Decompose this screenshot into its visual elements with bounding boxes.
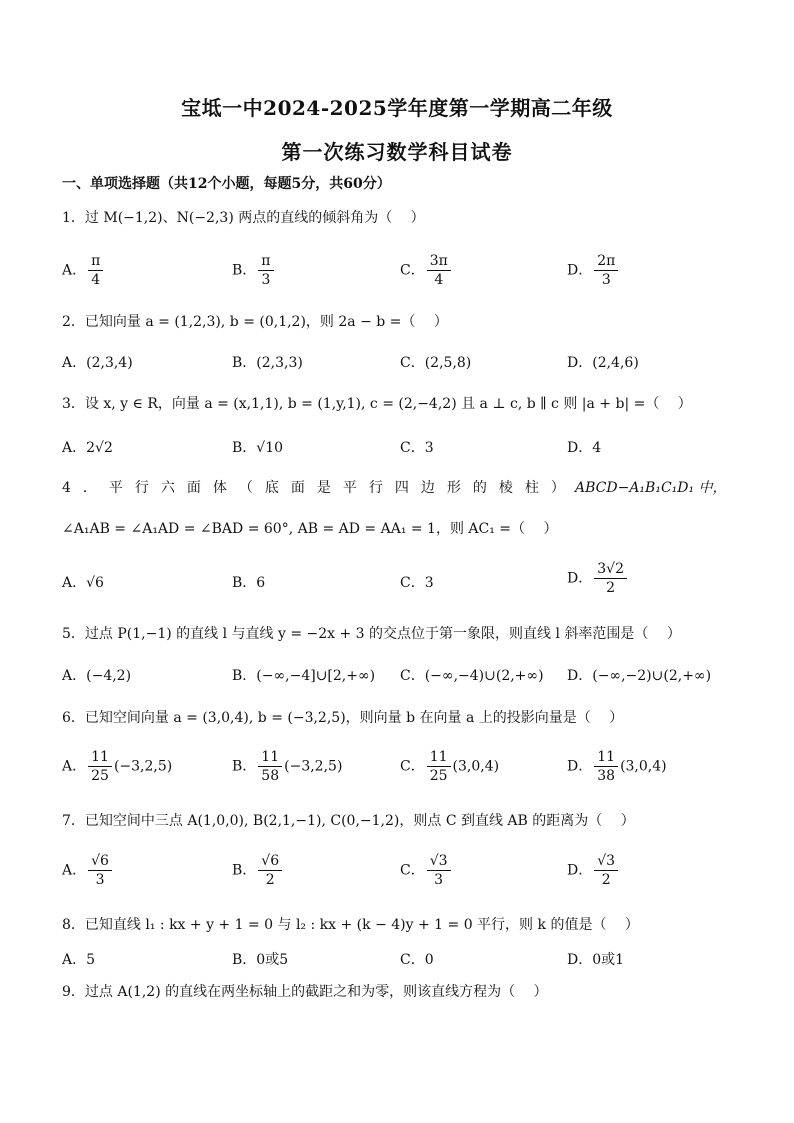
question-2-option-a: A．(2,3,4) [62,355,133,371]
question-8-stem: 8．已知直线 l₁ : kx + y + 1 = 0 与 l₂ : kx + (k − 4)y + 1 = 0 平行，则 k 的值是（ ） [62,917,639,933]
question-2-option-c: C．(2,5,8) [400,355,472,371]
question-3-stem: 3．设 x, y ∈ R，向量 a = (x,1,1), b = (1,y,1), c = (2,−4,2) 且 a ⊥ c, b ∥ c 则 |a + b| =（ ） [62,396,692,412]
question-7-stem: 7．已知空间中三点 A(1,0,0), B(2,1,−1), C(0,−1,2)，则点 C 到直线 AB 的距离为（ ） [62,813,635,829]
question-2-option-d: D．(2,4,6) [567,355,639,371]
question-5-stem: 5．过点 P(1,−1) 的直线 l 与直线 y = −2x + 3 的交点位于第一象限，则直线 l 斜率范围是（ ） [62,626,681,642]
question-4-stem-line2: ∠A₁AB = ∠A₁AD = ∠BAD = 60°, AB = AD = AA₁ = 1，则 AC₁ =（ ） [62,521,558,537]
question-5-option-d: D．(−∞,−2)∪(2,+∞) [567,668,712,684]
question-6-option-c: C． $\frac{11}{25}$ (3,0,4) [400,749,500,784]
question-1-option-c: C． $\frac{3\pi}{4}$ [400,252,453,289]
question-3-option-a: A．2√2 [62,440,113,456]
question-8-option-c: C．0 [400,952,434,968]
question-4-option-a: A．√6 [62,575,104,591]
question-5-option-a: A．(−4,2) [62,668,132,684]
section-heading: 一、单项选择题（共12个小题，每题5分，共60分） [62,176,391,192]
question-4-stem-tail: ABCD−A₁B₁C₁D₁ 中， [575,480,727,496]
exam-title: 宝坻一中2024-2025学年度第一学期高二年级 [181,96,613,120]
question-8-option-a: A．5 [62,952,96,968]
question-7-option-d: D． $\frac{√3}{2}$ [567,852,620,889]
question-6-option-a: A． $\frac{11}{25}$ (−3,2,5) [62,749,173,784]
question-4-option-b: B．6 [232,575,266,591]
question-1-option-b: B． $\frac{\pi}{3}$ [232,252,276,289]
question-6-stem: 6．已知空间向量 a = (3,0,4), b = (−3,2,5)，则向量 b 在向量 a 上的投影向量是（ ） [62,710,624,726]
question-1-option-a: A． $\frac{\pi}{4}$ [62,252,105,289]
exam-subtitle: 第一次练习数学科目试卷 [281,140,513,164]
question-4-option-c: C．3 [400,575,434,591]
question-1-stem: 1．过 M(−1,2)、N(−2,3) 两点的直线的倾斜角为（ ） [62,210,425,226]
question-1-option-d: D． $\frac{2\pi}{3}$ [567,252,620,289]
question-8-option-b: B．0或5 [232,952,289,968]
question-2-stem: 2．已知向量 a = (1,2,3), b = (0,1,2)，则 2a − b =（ ） [62,314,448,330]
question-8-option-d: D．0或1 [567,952,625,968]
question-3-option-d: D．4 [567,440,602,456]
question-7-option-a: A． $\frac{√6}{3}$ [62,852,114,889]
question-4-option-d: D． $\frac{3√2}{2}$ [567,560,629,597]
question-5-option-c: C．(−∞,−4)∪(2,+∞) [400,668,544,684]
question-2-option-b: B．(2,3,3) [232,355,303,371]
question-6-option-b: B． $\frac{11}{58}$ (−3,2,5) [232,749,343,784]
question-7-option-c: C． $\frac{√3}{3}$ [400,852,453,889]
question-9-stem: 9．过点 A(1,2) 的直线在两坐标轴上的截距之和为零，则该直线方程为（ ） [62,984,548,1000]
question-6-option-d: D． $\frac{11}{38}$ (3,0,4) [567,749,667,784]
question-3-option-b: B．√10 [232,440,284,456]
question-4-stem: 4．平行六面体（底面是平行四边形的棱柱） [62,480,577,496]
question-3-option-c: C．3 [400,440,434,456]
question-5-option-b: B．(−∞,−4]∪[2,+∞) [232,668,376,684]
question-7-option-b: B． $\frac{√6}{2}$ [232,852,284,889]
